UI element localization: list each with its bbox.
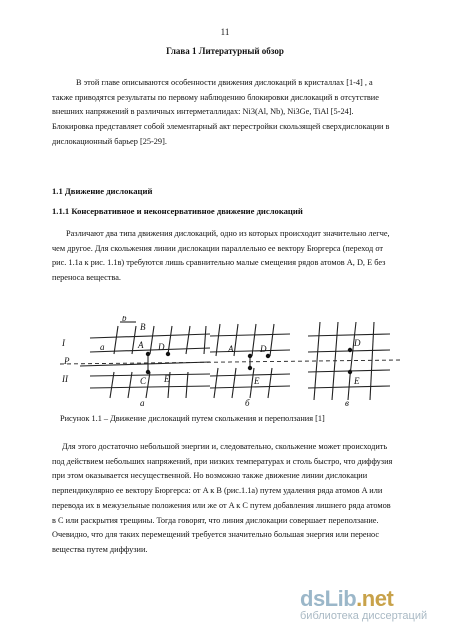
label-b: b [122, 316, 127, 323]
para2-line: переноса вещества. [52, 273, 121, 283]
para3-line: перпендикулярно ее вектору Бюргерса: от A к B (рис.1.1а) путем удаления ряда атомов A или [52, 486, 383, 496]
para3-line: Для этого достаточно небольшой энергии и, следовательно, скольжение может происходить [62, 442, 388, 451]
page-number: 11 [220, 27, 230, 37]
label-D-b: D [260, 344, 267, 354]
para3-line: Очевидно, что для таких перемещений требуется значительно большая энергия или перенос [52, 530, 380, 540]
subsection-heading: 1.1.1 Консервативное и неконсервативное движение дислокаций [52, 206, 303, 216]
intro-line: дислокационный барьер [25-29]. [52, 136, 167, 146]
watermark-subtitle: библиотека диссертаций [300, 610, 428, 622]
para3-line: вещества путем диффузии. [52, 544, 148, 554]
label-a: a [100, 342, 105, 352]
para2-line: рис. 1.1а к рис. 1.1в) требуются лишь сравнительно малые смещения рядов атомов A, D, E без [52, 258, 386, 268]
section-heading: 1.1 Движение дислокаций [52, 186, 153, 196]
watermark [300, 586, 440, 634]
para3-line: под действием небольших напряжений, при низких температурах и столь быстро, что диффузия [52, 456, 393, 466]
label-D-c: D [354, 338, 361, 348]
diagram-a [80, 322, 210, 398]
paragraph-3 [52, 440, 430, 558]
chapter-title: Глава 1 Литературный обзор [166, 46, 284, 56]
intro-line: внешних напряжений в различных интерметаллидах: Ni3(Al, Nb), Ni3Ge, TiAl [5-24]. [52, 107, 354, 117]
intro-paragraph [52, 76, 430, 150]
figure-caption: Рисунок 1.1 – Движение дислокаций путем скольжения и переползания [1] [60, 414, 325, 423]
label-I: I [62, 338, 65, 348]
sublabel-b: б [245, 398, 250, 406]
label-B: B [140, 322, 146, 332]
label-A-b: A [228, 344, 234, 354]
para2-line: Различают два типа движения дислокаций, одно из которых происходит значительно легче, [66, 229, 390, 238]
label-II: II [62, 374, 68, 384]
label-D: D [158, 342, 165, 352]
para3-line: при этом оказывается несущественной. Но возможно также движение линии дислокации [52, 471, 368, 481]
label-C: C [140, 376, 147, 386]
label-A: A [138, 340, 144, 350]
para3-line: в C или раскрытия трещины. Тогда говорят, что линия дислокации совершает переползание. [52, 515, 379, 525]
label-E-c: E [354, 376, 360, 386]
label-E: E [164, 374, 170, 384]
sublabel-c: в [345, 398, 349, 406]
dislocation-figure [60, 316, 400, 406]
intro-line: также приводятся результаты по первому наблюдению блокировки дислокаций в отсутствие [52, 92, 379, 102]
label-E-b: E [254, 376, 260, 386]
watermark-logo: dsLib.net [300, 586, 394, 611]
para3-line: перевода их в межузельные положения или же от A к C путем добавления лишнего ряда атомов [52, 500, 391, 510]
para2-line: чем другое. Для скольжения линии дислокации параллельно ее вектору Бюргерса (переход от [52, 243, 383, 253]
intro-line: В этой главе описываются особенности движения дислокаций в кристаллах [1-4] , а [76, 78, 373, 87]
label-P: P [64, 356, 70, 366]
intro-line: Блокировка представляет собой элементарный акт перестройки скользящей сверхдислокации в [52, 122, 390, 132]
sublabel-a: а [140, 398, 145, 406]
paragraph-2 [52, 227, 430, 286]
